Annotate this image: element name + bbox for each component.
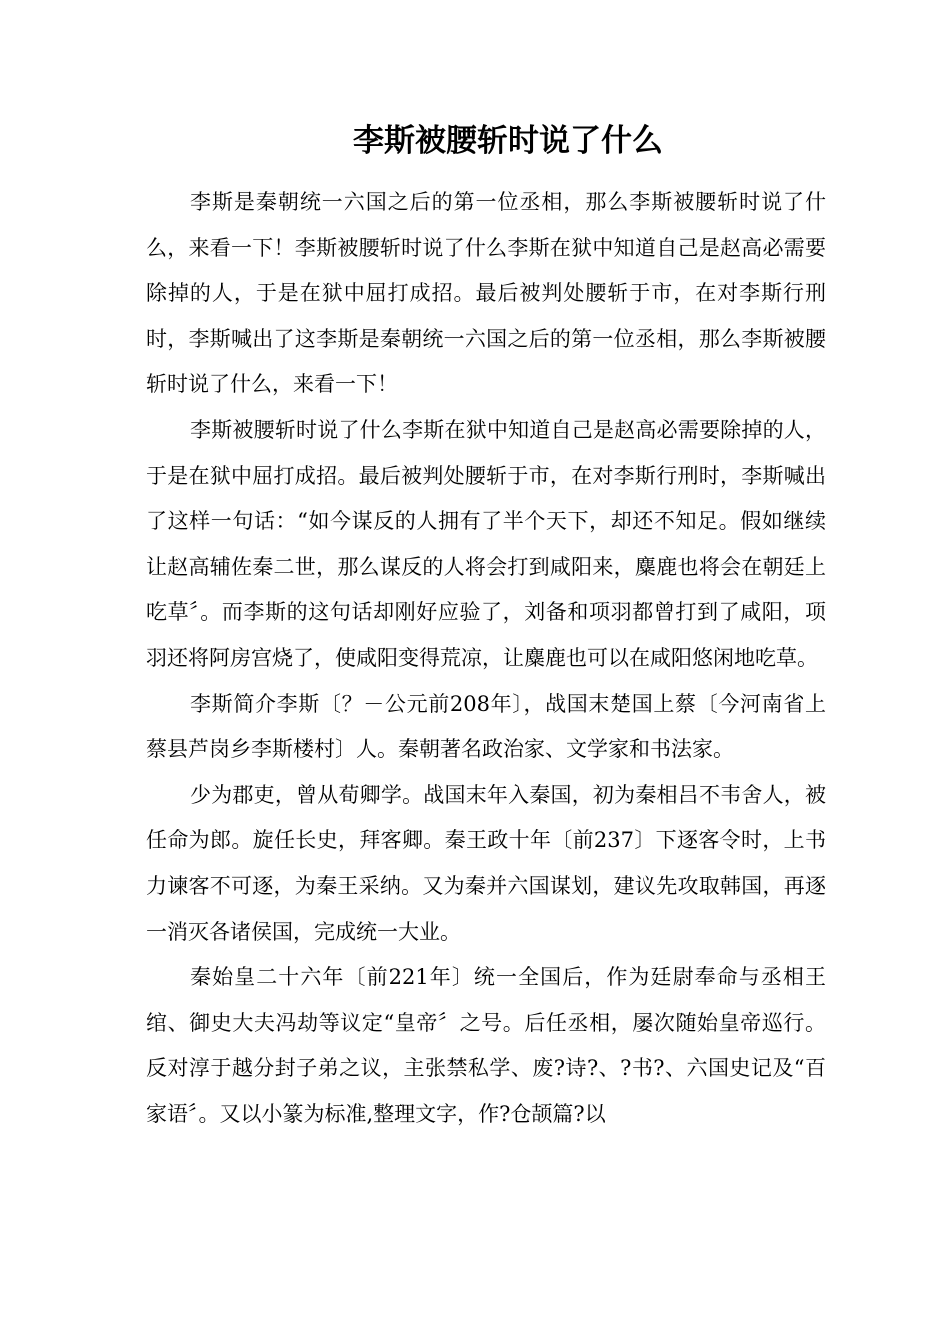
paragraph-1: 李斯是秦朝统一六国之后的第一位丞相，那么李斯被腰斩时说了什么，来看一下！李斯被腰斩时说了什么李斯在狱中知道自己是赵高必需要除掉的人，于是在狱中屈打成招。最后被判处腰斩于市，在对李斯行刑时，李斯喊出了这李斯是秦朝统一六国之后的第一位丞相，那么李斯被腰斩时说了什么，来看一下！ — [146, 190, 826, 397]
paragraph-4: 少为郡吏，曾从荀卿学。战国末年入秦国，初为秦相吕不韦舍人，被任命为郎。旋任长史，拜客卿。秦王政十年〔前237〕下逐客令时，上书力谏客不可逐，为秦王采纳。又为秦并六国谋划，建议先攻取韩国，再逐一消灭各诸侯国，完成统一大业。 — [146, 782, 826, 944]
paragraph-5: 秦始皇二十六年〔前221年〕统一全国后，作为廷尉奉命与丞相王绾、御史大夫冯劫等议定“皇帝〞之号。后任丞相，屡次随始皇帝巡行。反对淳于越分封子弟之议，主张禁私学、废?诗?、?书?、六国史记及“百家语〞。又以小篆为标准,整理文字，作?仓颉篇?以 — [146, 965, 826, 1126]
paragraph-2: 李斯被腰斩时说了什么李斯在狱中知道自己是赵高必需要除掉的人，于是在狱中屈打成招。最后被判处腰斩于市，在对李斯行刑时，李斯喊出了这样一句话：“如今谋反的人拥有了半个天下，却还不知足。假如继续让赵高辅佐秦二世，那么谋反的人将会打到咸阳来，麋鹿也将会在朝廷上吃草〞。而李斯的这句话却刚好应验了，刘备和项羽都曾打到了咸阳，项羽还将阿房宫烧了，使咸阳变得荒凉，让麋鹿也可以在咸阳悠闲地吃草。 — [146, 417, 826, 670]
document-title: 李斯被腰斩时说了什么 — [353, 123, 663, 159]
paragraph-3: 李斯简介李斯〔？－公元前208年〕，战国末楚国上蔡〔今河南省上蔡县芦岗乡李斯楼村〕人。秦朝著名政治家、文学家和书法家。 — [146, 691, 826, 762]
document-body — [146, 180, 826, 1137]
